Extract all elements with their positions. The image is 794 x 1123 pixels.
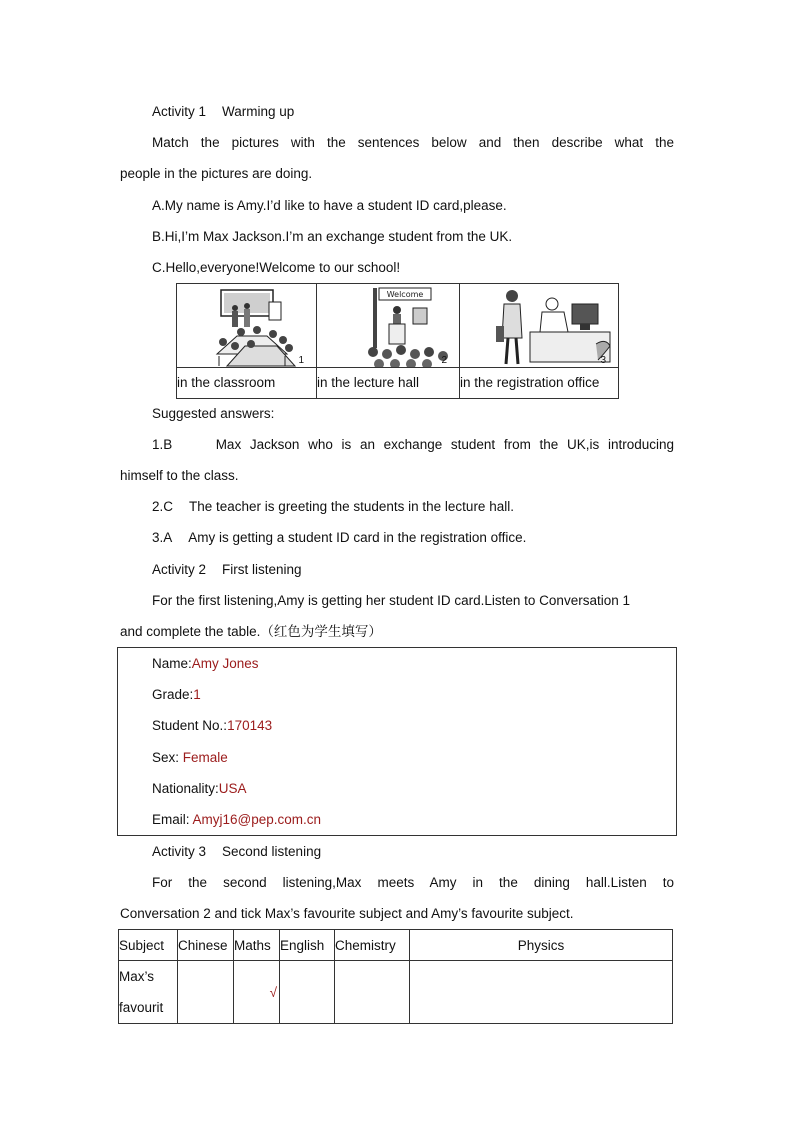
field-student-no-label: Student No.: [152,718,228,733]
row-label-line2: favourit [119,1000,164,1015]
activity1-number: Activity 1 [152,104,207,119]
cell-physics[interactable] [410,961,673,1024]
field-name-value: Amy Jones [191,656,259,671]
activity1-instruction-line2: people in the pictures are doing. [120,166,313,181]
picture-number-2: 2 [441,355,447,366]
activity3-instruction-line1: For the second listening,Max meets Amy in the dining hall.Listen to [152,875,674,890]
lecture-hall-picture-icon [317,284,459,367]
answer-3 [152,529,526,547]
field-student-no-value: 170143 [227,718,273,733]
caption-cell-3 [460,368,619,399]
cell-chemistry[interactable] [335,961,410,1024]
field-student-no [152,717,272,735]
answer-1-line1 [152,436,674,454]
field-grade [152,686,201,704]
field-email-label: Email: [152,812,193,827]
answer-3-text: Amy is getting a student ID card in the registration office. [188,530,527,545]
sentence-b: B.Hi,I’m Max Jackson.I’m an exchange student from the UK. [152,229,513,244]
picture-number-1: 1 [298,355,304,366]
field-email [152,811,321,829]
answer-3-key: 3.A [152,530,173,545]
answer-1-text: Max Jackson who is an exchange student from the UK,is introducing [215,437,674,452]
picture-cell-3 [460,284,619,368]
activity2-number: Activity 2 [152,562,207,577]
cell-chinese[interactable] [178,961,234,1024]
caption-cell-2 [317,368,460,399]
favourite-subject-table [118,929,673,1024]
activity1-title: Warming up [222,104,295,119]
suggested-answers-label: Suggested answers: [152,406,275,421]
field-nationality-value: USA [218,781,247,796]
activity3-heading [152,843,321,861]
caption-registration-office: in the registration office [460,375,600,390]
activity2-heading [152,561,302,579]
pictures-table [176,283,619,399]
answer-1-line2: himself to the class. [120,468,239,483]
answer-2-text: The teacher is greeting the students in the lecture hall. [189,499,514,514]
field-nationality-label: Nationality: [152,781,219,796]
sentence-c: C.Hello,everyone!Welcome to our school! [152,260,401,275]
field-name-label: Name: [152,656,192,671]
header-subject: Subject [119,930,178,961]
caption-classroom: in the classroom [177,375,276,390]
field-grade-label: Grade: [152,687,194,702]
picture-cell-2 [317,284,460,368]
sentence-a: A.My name is Amy.I’d like to have a student ID card,please. [152,198,507,213]
activity2-instruction-line2: and complete the table.（红色为学生填写） [120,624,382,639]
student-id-info-box [117,647,677,836]
classroom-picture-icon [177,284,316,367]
activity3-number: Activity 3 [152,844,207,859]
field-nationality [152,780,247,798]
field-sex [152,749,228,767]
field-sex-value: Female [182,750,228,765]
header-physics: Physics [410,930,673,961]
field-sex-label: Sex: [152,750,183,765]
row-label-max [119,961,178,1024]
tick-mark: √ [269,984,277,1000]
activity1-instruction-line1: Match the pictures with the sentences below and then describe what the [152,135,674,150]
header-chemistry: Chemistry [335,930,410,961]
answer-1-key: 1.B [152,437,173,452]
field-name [152,655,259,673]
header-maths: Maths [234,930,280,961]
header-chinese: Chinese [178,930,234,961]
activity2-title: First listening [222,562,302,577]
registration-office-picture-icon [460,284,618,367]
cell-english[interactable] [280,961,335,1024]
cell-maths[interactable] [234,961,280,1024]
activity3-instruction-line2: Conversation 2 and tick Max’s favourite subject and Amy’s favourite subject. [120,906,574,921]
answer-2 [152,498,514,516]
header-english: English [280,930,335,961]
activity3-title: Second listening [222,844,322,859]
activity1-heading [152,103,294,121]
row-label-line1: Max’s [119,969,155,984]
activity2-instruction-line1: For the first listening,Amy is getting her student ID card.Listen to Conversation 1 [152,593,630,608]
answer-2-key: 2.C [152,499,174,514]
welcome-banner-text: Welcome [386,290,424,299]
caption-cell-1 [177,368,317,399]
picture-number-3: 3 [600,355,606,366]
field-grade-value: 1 [193,687,201,702]
picture-cell-1 [177,284,317,368]
caption-lecture-hall: in the lecture hall [317,375,420,390]
field-email-value: Amyj16@pep.com.cn [192,812,322,827]
